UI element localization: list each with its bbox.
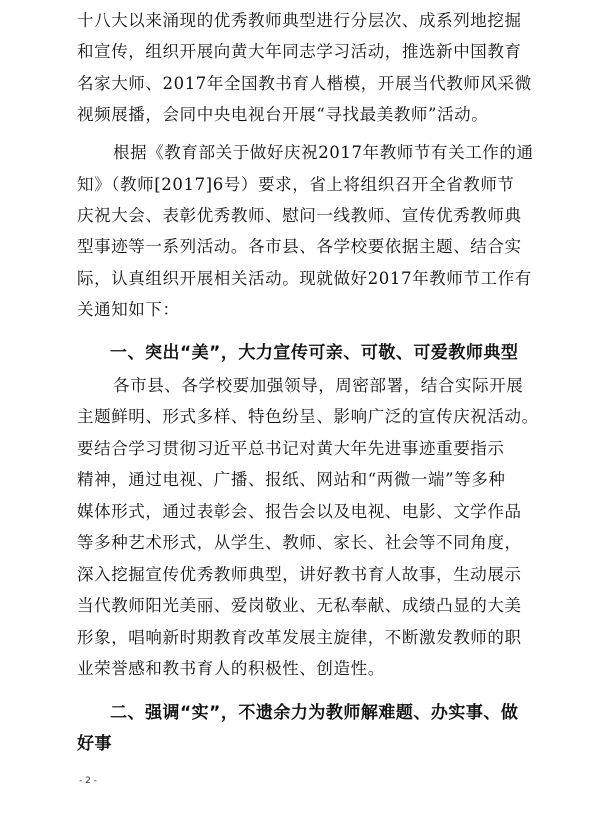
body-line: 型事迹等一系列活动。各市县、各学校要依据主题、结合实: [77, 237, 522, 256]
body-line: 庆祝大会、表彰优秀教师、慰问一线教师、宣传优秀教师典: [77, 206, 522, 225]
body-line: 要结合学习贯彻习近平总书记对黄大年先进事迹重要指示: [77, 439, 505, 458]
section-heading: 一、突出“美”，大力宣传可亲、可敬、可爱教师典型: [110, 343, 519, 363]
body-line: 各市县、各学校要加强领导，周密部署，结合实际开展: [113, 376, 524, 395]
body-line: 知》（教师[2017]6号）要求，省上将组织召开全省教师节: [77, 175, 515, 194]
body-line: 形象，唱响新时期教育改革发展主旋律，不断激发教师的职: [77, 628, 522, 647]
body-line: 媒体形式，通过表彰会、报告会以及电视、电影、文学作品: [77, 502, 522, 521]
body-line: 和宣传，组织开展向黄大年同志学习活动，推选新中国教育: [77, 42, 522, 61]
body-line: 业荣誉感和教书育人的积极性、创造性。: [77, 659, 385, 678]
body-line: 精神，通过电视、广播、报纸、网站和“两微一端”等多种: [77, 470, 506, 489]
body-line: 关通知如下：: [77, 300, 180, 319]
body-line: 十八大以来涌现的优秀教师典型进行分层次、成系列地挖掘: [77, 11, 522, 30]
body-line: 当代教师阳光美丽、爱岗敬业、无私奉献、成绩凸显的大美: [77, 596, 522, 615]
body-line: 主题鲜明、形式多样、特色纷呈、影响广泛的宣传庆祝活动。: [77, 407, 539, 426]
section-heading: 二、强调“实”，不遗余力为教师解难题、办实事、做: [110, 703, 519, 723]
body-line: 视频展播，会同中央电视台开展“寻找最美教师”活动。: [77, 105, 489, 124]
body-line: 根据《教育部关于做好庆祝2017年教师节有关工作的通: [113, 143, 534, 162]
body-line: 深入挖掘宣传优秀教师典型，讲好教书育人故事，生动展示: [77, 565, 522, 584]
section-heading-continued: 好事: [77, 734, 112, 754]
body-line: 际，认真组织开展相关活动。现就做好2017年教师节工作有: [77, 269, 532, 288]
body-line: 名家大师、2017年全国教书育人楷模，开展当代教师风采微: [77, 74, 532, 93]
page-number: - 2 -: [79, 776, 97, 786]
body-line: 等多种艺术形式，从学生、教师、家长、社会等不同角度，: [77, 533, 522, 552]
